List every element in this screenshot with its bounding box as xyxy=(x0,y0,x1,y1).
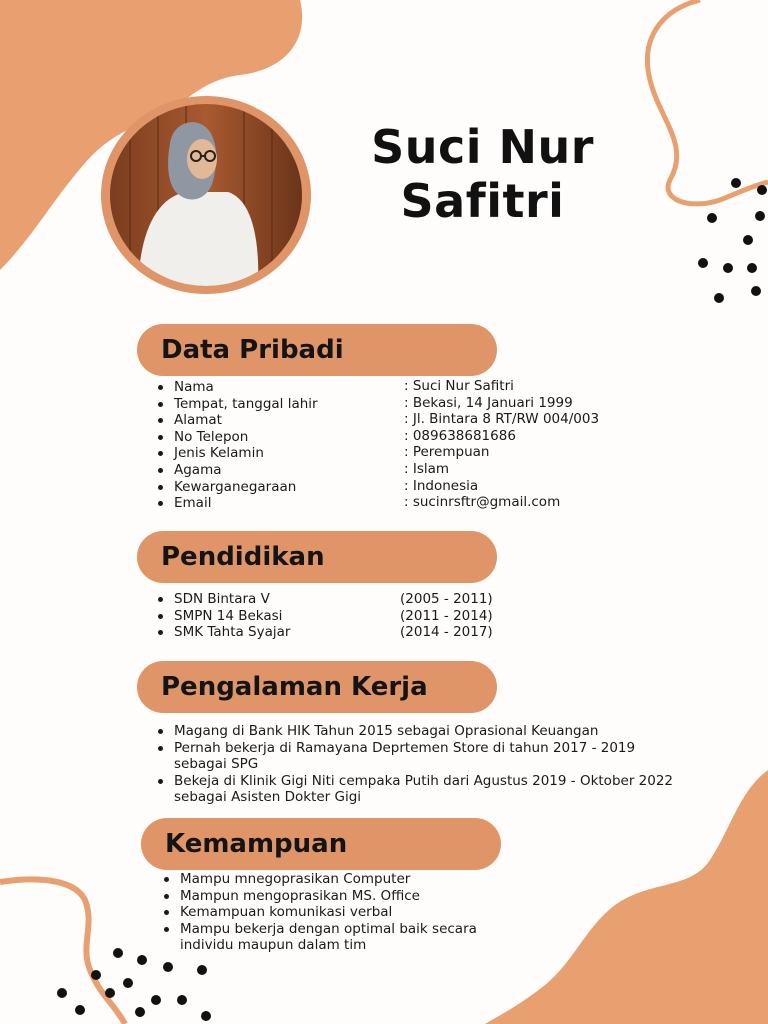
education-list xyxy=(156,591,290,641)
list-item-line: sebagai SPG xyxy=(174,756,259,773)
list-item xyxy=(162,904,477,921)
list-item-line: Pernah bekerja di Ramayana Deprtemen Store di tahun 2017 - 2019 xyxy=(174,739,636,756)
list-item: No Telepon xyxy=(156,429,318,446)
bottom-left-outline-curve xyxy=(0,879,125,1024)
section-header-personal xyxy=(137,324,497,376)
education-years-list xyxy=(400,591,493,641)
personal-labels-list xyxy=(156,379,318,512)
list-item-line: Kemampuan komunikasi verbal xyxy=(180,904,393,921)
bottom-right-blob xyxy=(485,770,768,1024)
section-title-skills: Kemampuan xyxy=(165,829,348,859)
list-item-line: Mampu bekerja dengan optimal baik secara xyxy=(180,920,477,937)
skills-list xyxy=(162,871,477,954)
list-item: Nama xyxy=(156,379,318,396)
list-item: Kewarganegaraan xyxy=(156,479,318,496)
list-item: SDN Bintara V xyxy=(156,591,290,608)
list-item: SMPN 14 Bekasi xyxy=(156,608,290,625)
personal-value: : 089638681686 xyxy=(404,427,516,444)
personal-value: : Islam xyxy=(404,460,450,477)
section-title-personal: Data Pribadi xyxy=(161,335,344,365)
list-item xyxy=(162,888,477,905)
education-year: (2014 - 2017) xyxy=(400,624,493,641)
section-header-experience xyxy=(137,661,497,713)
candidate-name-line-2: Safitri xyxy=(400,174,565,228)
section-title-education: Pendidikan xyxy=(161,542,325,572)
list-item: Alamat xyxy=(156,412,318,429)
list-item: Email xyxy=(156,495,318,512)
personal-values-list xyxy=(404,378,599,511)
list-item-line: Bekeja di Klinik Gigi Niti cempaka Putih dari Agustus 2019 - Oktober 2022 xyxy=(174,772,674,789)
list-item: Tempat, tanggal lahir xyxy=(156,396,318,413)
list-item xyxy=(156,740,673,773)
candidate-name-line-1: Suci Nur xyxy=(371,120,594,174)
list-item-line: individu maupun dalam tim xyxy=(180,937,367,954)
list-item xyxy=(156,723,673,740)
section-header-skills xyxy=(141,818,501,870)
section-title-experience: Pengalaman Kerja xyxy=(161,672,428,702)
list-item-line: Mampun mengoprasikan MS. Office xyxy=(180,887,420,904)
list-item xyxy=(162,921,477,954)
list-item: SMK Tahta Syajar xyxy=(156,624,290,641)
list-item-line: Mampu mnegoprasikan Computer xyxy=(180,871,411,887)
bottom-left-dots xyxy=(57,948,211,1021)
list-item-line: Magang di Bank HIK Tahun 2015 sebagai Oprasional Keuangan xyxy=(174,723,599,739)
profile-photo-illustration xyxy=(110,104,302,286)
education-year: (2011 - 2014) xyxy=(400,607,493,624)
list-item: Agama xyxy=(156,462,318,479)
experience-list xyxy=(156,723,673,806)
personal-value: : Suci Nur Safitri xyxy=(404,378,514,394)
top-right-outline-loop xyxy=(647,0,768,204)
section-header-education xyxy=(137,531,497,583)
personal-value: : Indonesia xyxy=(404,477,479,494)
profile-photo xyxy=(110,104,302,286)
candidate-name xyxy=(340,120,625,228)
list-item: Jenis Kelamin xyxy=(156,445,318,462)
list-item xyxy=(156,773,673,806)
personal-value: : sucinrsftr@gmail.com xyxy=(404,494,561,511)
personal-value: : Perempuan xyxy=(404,444,490,461)
personal-value: : Jl. Bintara 8 RT/RW 004/003 xyxy=(404,411,600,428)
personal-value: : Bekasi, 14 Januari 1999 xyxy=(404,394,573,411)
education-year: (2005 - 2011) xyxy=(400,591,493,607)
list-item xyxy=(162,871,477,888)
list-item-line: sebagai Asisten Dokter Gigi xyxy=(174,789,362,806)
